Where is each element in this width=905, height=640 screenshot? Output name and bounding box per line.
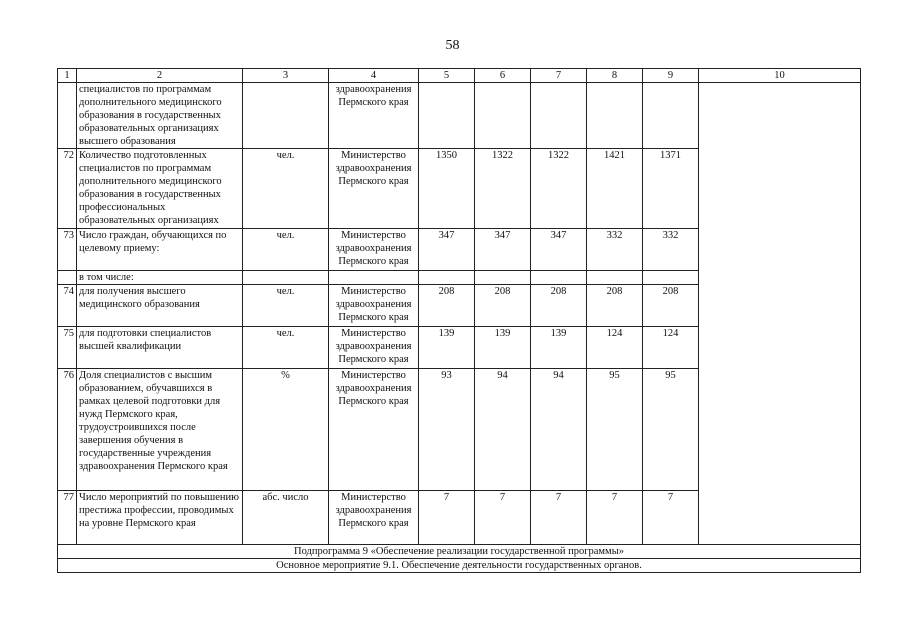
row-number: 77	[58, 491, 77, 545]
row-number: 76	[58, 369, 77, 491]
value-col8: 95	[587, 369, 643, 491]
responsible-org: Министерство здравоохранения Пермского края	[329, 491, 419, 545]
subprogram-title: Подпрограмма 9 «Обеспечение реализации государственной программы»	[58, 545, 861, 559]
value-col6: 94	[475, 369, 531, 491]
value-col5: 1350	[419, 149, 475, 229]
responsible-org: здравоохранения Пермского края	[329, 83, 419, 149]
indicator-name: Доля специалистов с высшим образованием, обучавшихся в рамках целевой подготовки для нужд Пермского края, трудоустроившихся после завершения обучения в государственные учреждения здравоохранения Пермского края	[77, 369, 243, 491]
value-col6: 139	[475, 327, 531, 369]
header-cell: 9	[643, 69, 699, 83]
page-number: 58	[445, 38, 460, 53]
value-col7: 347	[531, 229, 587, 271]
value-col7	[531, 271, 587, 285]
value-col9: 7	[643, 491, 699, 545]
value-col5	[419, 83, 475, 149]
responsible-org: Министерство здравоохранения Пермского края	[329, 229, 419, 271]
row-number	[58, 271, 77, 285]
row-number: 73	[58, 229, 77, 271]
main-event-row	[58, 559, 861, 573]
table-row	[58, 83, 861, 149]
value-col9: 1371	[643, 149, 699, 229]
value-col5: 208	[419, 285, 475, 327]
value-col6: 347	[475, 229, 531, 271]
column-10-empty	[699, 83, 861, 545]
value-col6: 1322	[475, 149, 531, 229]
value-col9: 124	[643, 327, 699, 369]
row-number: 72	[58, 149, 77, 229]
responsible-org: Министерство здравоохранения Пермского края	[329, 149, 419, 229]
unit: чел.	[243, 285, 329, 327]
unit: чел.	[243, 229, 329, 271]
value-col6: 7	[475, 491, 531, 545]
responsible-org: Министерство здравоохранения Пермского края	[329, 327, 419, 369]
value-col7: 208	[531, 285, 587, 327]
indicator-name: Количество подготовленных специалистов по программам дополнительного медицинского образования в государственных профессиональных образовательных организациях	[77, 149, 243, 229]
value-col9: 208	[643, 285, 699, 327]
header-cell: 6	[475, 69, 531, 83]
row-number: 74	[58, 285, 77, 327]
value-col5: 7	[419, 491, 475, 545]
header-cell: 8	[587, 69, 643, 83]
value-col8: 7	[587, 491, 643, 545]
value-col7: 7	[531, 491, 587, 545]
row-number: 75	[58, 327, 77, 369]
subprogram-row	[58, 545, 861, 559]
responsible-org	[329, 271, 419, 285]
indicator-name: в том числе:	[77, 271, 243, 285]
value-col8: 208	[587, 285, 643, 327]
value-col7: 139	[531, 327, 587, 369]
header-cell: 4	[329, 69, 419, 83]
unit	[243, 83, 329, 149]
value-col6: 208	[475, 285, 531, 327]
value-col5: 347	[419, 229, 475, 271]
header-cell: 5	[419, 69, 475, 83]
value-col5: 93	[419, 369, 475, 491]
value-col8: 124	[587, 327, 643, 369]
indicator-name: специалистов по программам дополнительного медицинского образования в государственных образовательных организациях высшего образования	[77, 83, 243, 149]
indicators-table	[57, 68, 861, 573]
value-col8	[587, 83, 643, 149]
header-cell: 1	[58, 69, 77, 83]
value-col5	[419, 271, 475, 285]
unit: абс. число	[243, 491, 329, 545]
unit: %	[243, 369, 329, 491]
header-row	[58, 69, 861, 83]
unit	[243, 271, 329, 285]
indicator-name: Число мероприятий по повышению престижа профессии, проводимых на уровне Пермского края	[77, 491, 243, 545]
value-col7: 94	[531, 369, 587, 491]
row-number	[58, 83, 77, 149]
indicator-name: для подготовки специалистов высшей квалификации	[77, 327, 243, 369]
header-cell: 7	[531, 69, 587, 83]
main-event-title: Основное мероприятие 9.1. Обеспечение деятельности государственных органов.	[58, 559, 861, 573]
value-col6	[475, 271, 531, 285]
responsible-org: Министерство здравоохранения Пермского края	[329, 369, 419, 491]
header-cell: 3	[243, 69, 329, 83]
value-col9: 332	[643, 229, 699, 271]
indicator-name: Число граждан, обучающихся по целевому приему:	[77, 229, 243, 271]
header-cell: 10	[699, 69, 861, 83]
responsible-org: Министерство здравоохранения Пермского края	[329, 285, 419, 327]
value-col7	[531, 83, 587, 149]
value-col9: 95	[643, 369, 699, 491]
value-col8: 332	[587, 229, 643, 271]
indicator-name: для получения высшего медицинского образования	[77, 285, 243, 327]
value-col6	[475, 83, 531, 149]
value-col8	[587, 271, 643, 285]
value-col8: 1421	[587, 149, 643, 229]
unit: чел.	[243, 327, 329, 369]
value-col7: 1322	[531, 149, 587, 229]
value-col9	[643, 83, 699, 149]
header-cell: 2	[77, 69, 243, 83]
value-col9	[643, 271, 699, 285]
value-col5: 139	[419, 327, 475, 369]
unit: чел.	[243, 149, 329, 229]
